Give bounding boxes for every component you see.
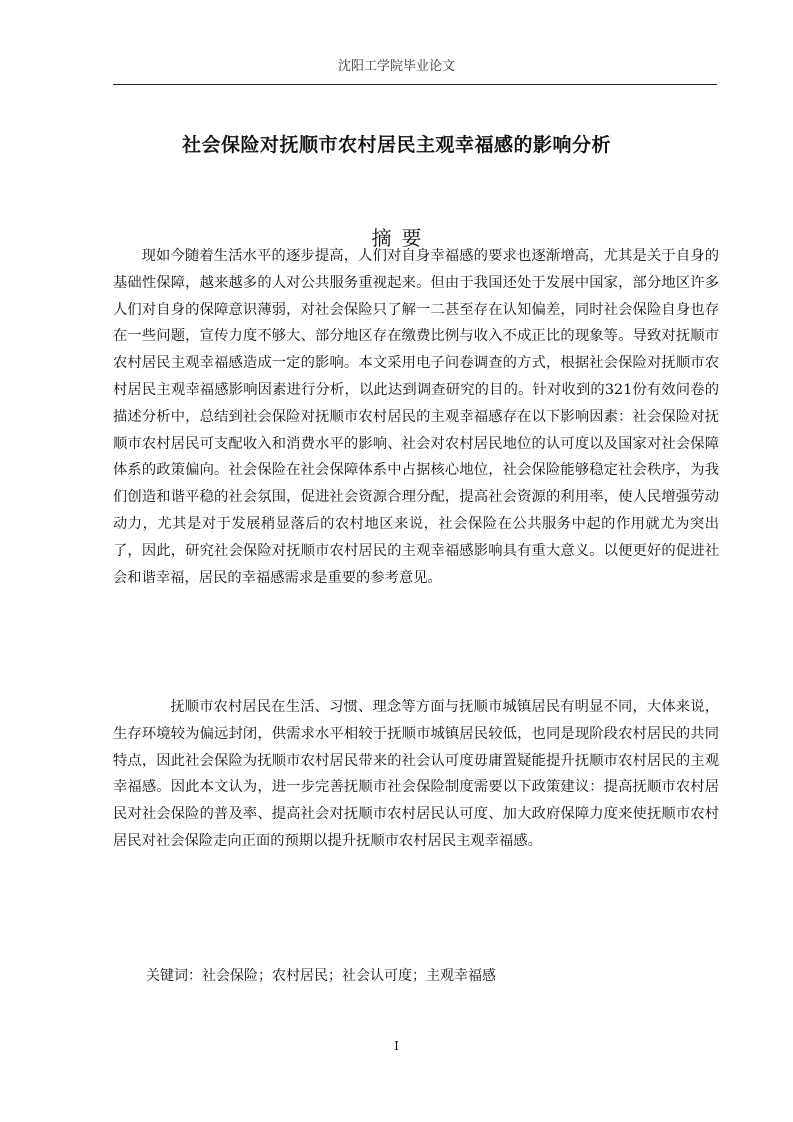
header-divider <box>113 84 717 85</box>
thesis-title: 社会保险对抚顺市农村居民主观幸福感的影响分析 <box>181 134 611 156</box>
page-number: I <box>394 1039 399 1053</box>
keywords: 关键词：社会保险；农村居民；社会认可度；主观幸福感 <box>146 968 496 984</box>
abstract-heading: 摘要 <box>371 226 432 250</box>
page-header: 沈阳工学院毕业论文 <box>337 59 455 74</box>
abstract-paragraph-1: 现如今随着生活水平的逐步提高，人们对自身幸福感的要求也逐渐增高，尤其是关于自身的基础性保障，越来越多的人对公共服务重视起来。但由于我国还处于发展中国家，部分地区许多人们对自身的保障意识薄弱，对社会保险只了解一二甚至存在认知偏差，同时社会保险自身也存在一些问题，宣传力度不够大、部分地区存在缴费比例与收入不成正比的现象等。导致对抚顺市农村居民主观幸福感造成一定的影响。本文采用电子问卷调查的方式，根据社会保险对抚顺市农村居民主观幸福感影响因素进行分析，以此达到调查研究的目的。针对收到的321份有效问卷的描述分析中，总结到社会保险对抚顺市农村居民的主观幸福感存在以下影响因素：社会保险对抚顺市农村居民可支配收入和消费水平的影响、社会对农村居民地位的认可度以及国家对社会保障体系的政策偏向。社会保险在社会保障体系中占据核心地位，社会保险能够稳定社会秩序，为我们创造和谐平稳的社会氛围，促进社会资源合理分配，提高社会资源的利用率，使人民增强劳动动力，尤其是对于发展稍显落后的农村地区来说，社会保险在公共服务中起的作用就尤为突出了，因此，研究社会保险对抚顺市农村居民的主观幸福感影响具有重大意义。以便更好的促进社会和谐幸福，居民的幸福感需求是重要的参考意见。 <box>113 248 719 586</box>
abstract-paragraph-2: 抚顺市农村居民在生活、习惯、理念等方面与抚顺市城镇居民有明显不同，大体来说，生存环境较为偏远封闭，供需求水平相较于抚顺市城镇居民较低，也同是现阶段农村居民的共同特点，因此社会保险为抚顺市农村居民带来的社会认可度毋庸置疑能提升抚顺市农村居民的主观幸福感。因此本文认为，进一步完善抚顺市社会保险制度需要以下政策建议：提高抚顺市农村居民对社会保险的普及率、提高社会对抚顺市农村居民认可度、加大政府保障力度来使抚顺市农村居民对社会保险走向正面的预期以提升抚顺市农村居民主观幸福感。 <box>113 699 719 849</box>
